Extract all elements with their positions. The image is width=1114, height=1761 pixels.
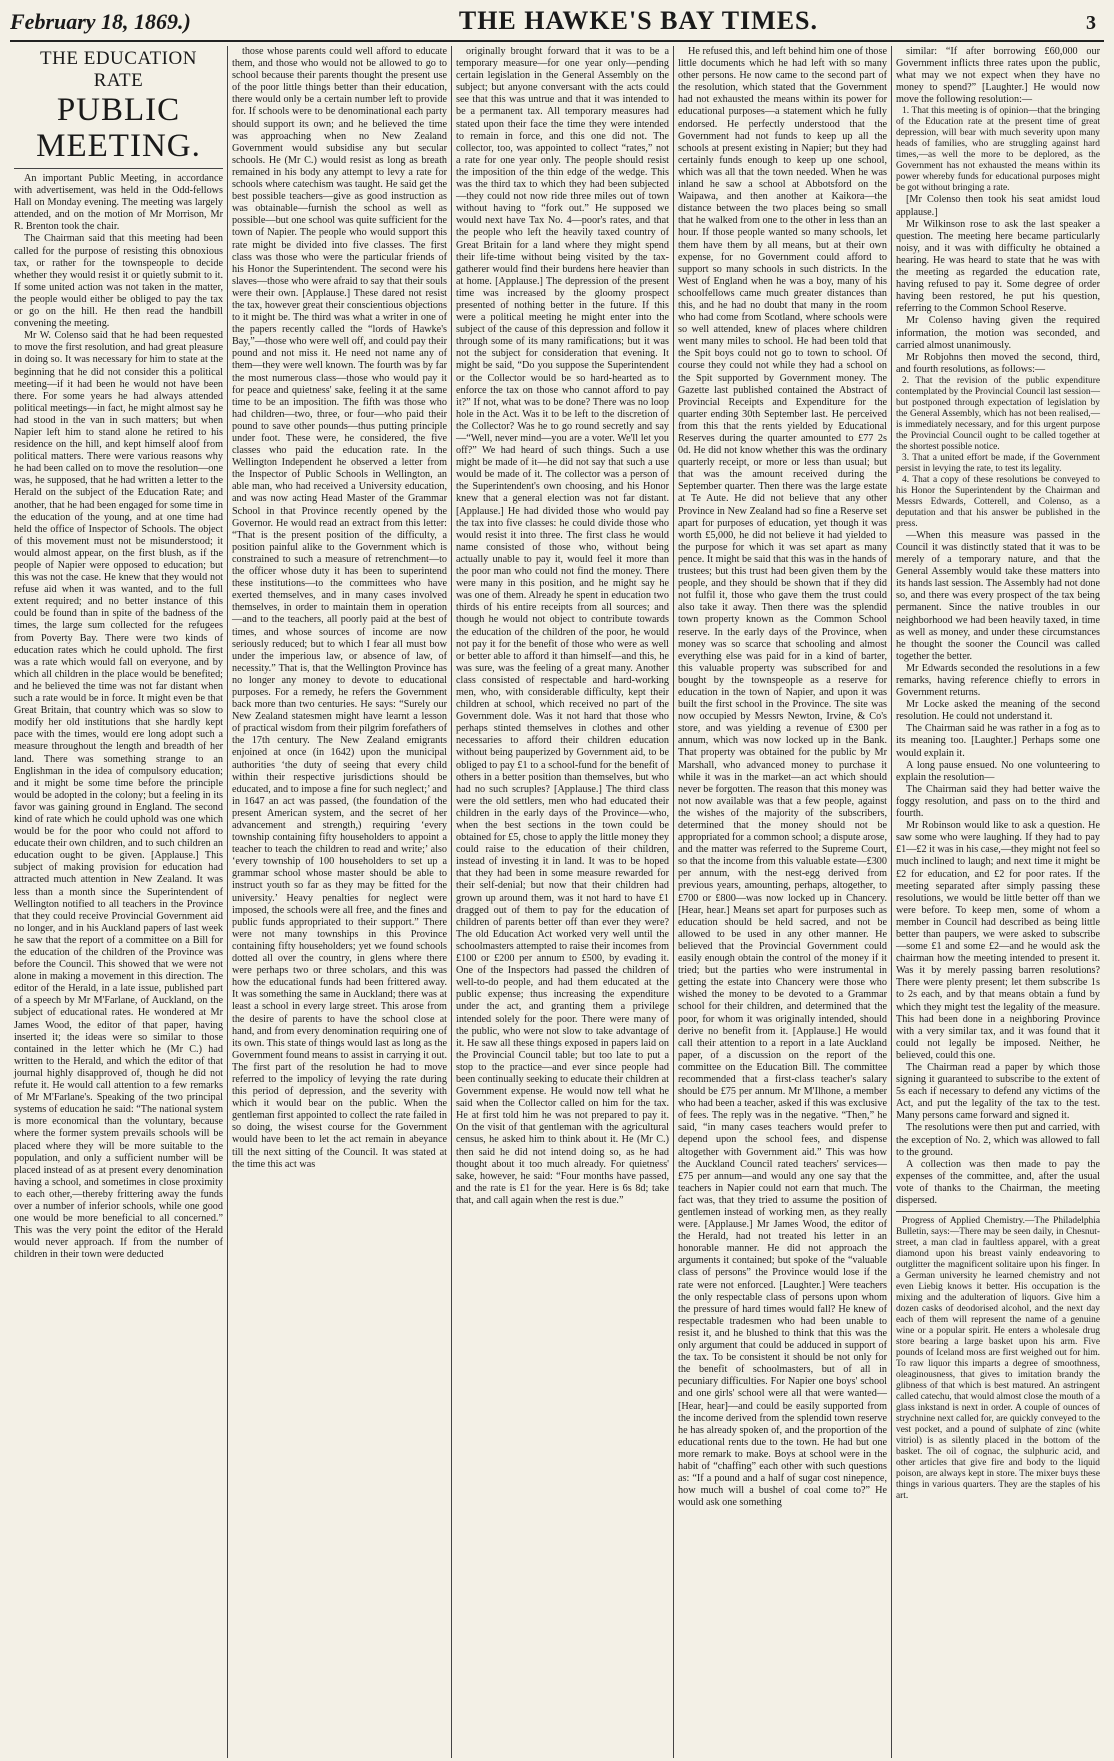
paragraph: those whose parents could well afford to educate them, and those who would not be allowed to go to school because their parents thought the present use of the poor little things better than their education, there would only be a certain number left to provide for. If schools were to be denominational each party should support its own; and he believed the time was approaching when no New Zealand Government would subsidise any but secular schools. He (Mr C.) would resist as long as breath remained in his body any attempt to levy a rate for schools where catechism was taught. He said get the best possible teachers—give as good instruction as was obtainable—furnish the school as well as possible—but one school was quite sufficient for the town of Napier. The people who would support this rate might be divided into five classes. The first class was those who were the particular friends of his Honor the Superintendent. The second were his slaves—those who were afraid to say that their souls were their own. [Applause.] These dared not resist the tax, however great their conscientious objections to it might be. The third was what a writer in one of the papers recently called the “lords of Hawke's Bay,”—those who were well off, and could pay their pound and not miss it. He need not name any of them—they were well known. The fourth was by far the most numerous class—those who would pay it for peace and quietness' sake, feeling it at the same time to be an imposition. The fifth was those who had children—two, three, or four—who paid their pound to save other pounds—thus putting principle under foot. These were, he considered, the five classes who paid the education rate. In the Wellington Independent he observed a letter from the Inspector of Public Schools in Wellington, an able man, who had received a University education, and was now acting Head Master of the Grammar School in that Province recently opened by the Governor. He would read an extract from this letter: “That is the present position of the difficulty, a position painful alike to the Government which is constrained to such a measure of retrenchment—to the officer whose duty it has been to superintend these institutions—to the committees who have exerted themselves, and in many cases involved themselves, in order to maintain them in operation—and to the teachers, all poorly paid at the best of times, and whose sources of income are now seriously reduced; but to which I fear all must bow under the imperious law, or absence of law, of necessity.” That is, that the Wellington Province has no longer any money to devote to educational purposes. For a remedy, he refers the Government back more than two centuries. He says: “Surely our New Zealand statesmen might have learnt a lesson of practical wisdom from their pilgrim forefathers of the 17th century. The New Zealand emigrants enjoined at once (in 1642) upon the municipal authorities ‘the duty of seeing that every child within their respective jurisdictions should be educated, and to impose a fine for such neglect;’ and in 1647 an act was passed, (the foundation of the present American system, and the secret of her advancement and strength,) requiring ‘every township containing fifty householders to appoint a teacher to teach the children to read and write;’ also ‘every township of 100 householders to set up a grammar school whose master should be able to instruct youth so far as they may be fitted for the university.’ Heavy penalties for neglect were imposed, the schools were all free, and the fines and public funds appropriated to their support.” There were not many townships in this Province containing fifty householders; yet we found schools dotted all over the country, in glens where there were perhaps two or three scholars, and this was how the educational funds had been frittered away. It was something the same in Auckland; there was at least a school in every large street. This arose from the desire of parents to have the school close at hand, and from every denomination requiring one of its own. This state of things would last as long as the Government found means to assist in carrying it out. The first part of the resolution he had to move referred to the impolicy of levying the rate during this period of depression, and the severity with which it would bear on the public. When the gentleman first appointed to collect the rate failed in so doing, the wisest course for the Government would have been to let the act remain in abeyance till the next sitting of the Council. It was stated at the time this act was bbox=[232, 46, 447, 1170]
paragraph: Mr Locke asked the meaning of the second resolution. He could not understand it. bbox=[896, 699, 1100, 723]
paragraph: 1. That this meeting is of opinion—that the bringing of the Education rate at the present time of great depression, will bear with much severity upon many heads of families, who are struggling against hard times,—as well the more to be deplored, as the Government has not exhausted the means within its power whereby funds for educational purposes might be got without bringing a rate. bbox=[896, 106, 1100, 194]
column-3-text bbox=[456, 46, 669, 1207]
paragraph: 4. That a copy of these resolutions be conveyed to his Honor the Superintendent by the Chairman and Messrs Edwards, Cotterell, and Colenso, as a deputation and that his answer be published in the press. bbox=[896, 474, 1100, 529]
paragraph: He refused this, and left behind him one of those little documents which he had left with so many other persons. He now came to the second part of the resolution, which stated that the Government had not exhausted the means within its power for educational purposes—a statement which he fully endorsed. He perfectly understood that the Government had not funds to keep up all the schools at present existing in Napier; but they had certainly funds enough to keep up one school, which was all that the town needed. When he was inland he saw a school at Abbotsford on the Waipawa, and then another at Kaikora—the distance between the two places being so small that he walked from one to the other in less than an hour. If those people wanted so many schools, let them have them by all means, but at their own expense, for no Government could afford to support so many schools in such districts. In the West of England when he was a boy, many of his schoolfellows came much greater distances than this, and he had no doubt that many in the room who had come from Scotland, where schools were so well attended, knew of places where children went many miles to school. He had been told that the Spit boys could not go to town to school. Of course they could not while they had a school on the Spit supported by Government money. The Gazette last published contained the Abstract of Provincial Receipts and Expenditure for the quarter ending 30th September last. He perceived from this that the rents yielded by Educational Reserves during the quarter amounted to £77 2s 0d. He did not know whether this was the ordinary quarterly receipt, or more or less than usual; but that was the amount received during the September quarter. Then there was the large estate at Te Aute. He did not believe that any other Province in New Zealand had so fine a Reserve set apart for purposes of education, yet though it was worth £5,000, he did not believe it had yielded to the purpose for which it was set apart as many pence. It might be said that this was in the hands of trustees; but this trust had been given them by the people, and they should be shown that if they did not fulfil it, those who gave them the trust could also take it away. Then there was the splendid town property known as the Common School reserve. In the early days of the Province, when money was so scarce that schooling and almost everything else was paid for in a kind of barter, this valuable property was subscribed for and bought by the townspeople as a reserve for education in the town of Napier, and upon it was built the first school in the Province. The site was now occupied by Messrs Newton, Irvine, & Co's store, and was yielding a revenue of £300 per annum, which was now locked up in the Bank. That property was obtained for the public by Mr Marshall, who advanced money to purchase it while it was in the market—an act which should never be forgotten. The reason that this money was not now available was that a few people, against the wishes of the majority of the subscribers, determined that the money should not be appropriated for a common school; a dispute arose, and the matter was referred to the Supreme Court, so that the income from this valuable estate—£300 per annum, with the nest-egg derived from previous years, amounting, perhaps, altogether, to £700 or £800—was now locked up in Chancery. [Hear, hear.] Means set apart for purposes such as education should be held sacred, and not be allowed to be used in any other manner. He believed that the Provincial Government could easily enough obtain the control of the money if it tried; but the parties who were instrumental in getting the estate into Chancery were those who wished the money to be devoted to a Grammar school for their children, and determined that the poor, for whom it was originally intended, should derive no benefit from it. [Applause.] He would call their attention to a report in a late Auckland paper, of a discussion on the report of the committee on the Education Bill. The committee recommended that a first-class teacher's salary should be £75 per annum. Mr M'Ilhone, a member who had been a teacher, asked if this was exclusive of fees. The reply was in the negative. “Then,” he said, “in many cases teachers would prefer to depend upon the school fees, and dispense altogether with Government aid.” This was how the Auckland Council rated teachers' services—£75 per annum—and would any one say that the teachers in Napier could not earn that much. The fact was, that they tried to assume the position of gentlemen instead of working men, as they really were. [Applause.] Mr James Wood, the editor of the Herald, had not treated his letter in an honorable manner. He did not approach the arguments it contained; but spoke of the “valuable class of persons” the Province would lose if the rate were not enforced. [Laughter.] Were teachers the only respectable class of persons upon whom the pressure of hard times would fall? He knew of respectable tradesmen who had been unable to resist it, and he blushed to think that this was the only argument that could be adduced in support of the tax. To be consistent it should be not only for the benefit of schoolmasters, but of all in pecuniary difficulties. For Napier one boys' school and one girls' school were all that were wanted—[Hear, hear]—and could be easily supported from the income derived from the splendid town reserve he has already spoken of, and the proportion of the educational rents due to the town. He had but one more remark to make. Boys at school were in the habit of “chaffing” each other with such questions as: “If a pound and a half of sugar cost ninepence, how much will a bushel of coal come to?” He would ask one something bbox=[678, 46, 887, 1509]
page-number: 3 bbox=[1085, 12, 1096, 34]
paragraph: originally brought forward that it was to be a temporary measure—for one year only—pending certain legislation in the General Assembly on the subject; but anyone conversant with the acts could see that this was untrue and that it was intended to be a permanent tax. All temporary measures had stated upon their face the time they were intended to remain in force, and this one did not. The collector, too, was appointed to collect “rates,” not a rate for one year only. The people should resist the imposition of the thin edge of the wedge. This was the third tax to which they had been subjected—they could not now ride three miles out of town without having to “fork out.” He supposed we would next have Tax No. 4—poor's rates, and that the people who left the heavily taxed country of Great Britain for a land where they might spend their life-time without being visited by the tax-gatherer would find their burdens here heavier than at home. [Applause.] The depression of the present time was increased by the gloomy prospect presented of nothing better in the future. If this were a political meeting he might enter into the subject of the cause of this depression and follow it through some of its many ramifications; but it was not the subject for consideration that evening. It might be said, “Do you suppose the Superintendent or the Collector would be so hard-hearted as to enforce the tax on those who cannot afford to pay it?” If not, what was to be done? There was no loop hole in the Act. Was it to be left to the discretion of the Collector? Was he to go round secretly and say—“Well, never mind—you are a voter. We'll let you off?” We had heard of such things. Such a use might be made of it—he did not say that such a use would be made of it. The collector was a person of the Superintendent's own choosing, and his Honor knew that a general election was not far distant. [Applause.] He had divided those who would pay the tax into five classes: he could divide those who would resist it into three. The first class he would name consisted of those who, without being actually unable to pay it, would feel it more than the poor man who could not find the money. There were many in this position, and he might say he was one of them. Already he spent in education two thirds of his entire receipts from all sources; and though he would not object to contribute towards the education of the children of the poor, he would not pay it for the benefit of those who were as well or better able to afford it than himself—and this, he was sure, was the feeling of a great many. Another class consisted of respectable and hard-working men, who, with considerable difficulty, kept their children at school, which received no part of the Government dole. Was it not hard that those who perhaps stinted themselves in clothes and other necessaries to afford their children education without being pauperized by Government aid, to be obliged to pay £1 to a school-fund for the benefit of others in a better position than themselves, but who had no such scruples? [Applause.] The third class were the old settlers, men who had educated their children in the early days of the Province—who, when the best sections in the town could be obtained for £5, chose to apply the little money they could raise to the education of their children, instead of investing it in land. It was to be hoped that they had been in some measure rewarded for their self-denial; but now that their children had grown up around them, was it not hard to have £1 dragged out of them to pay for the education of children of parents better off than ever they were? The old Education Act worked very well until the schoolmasters attempted to raise their incomes from £100 or £200 per annum to £500, by evading it. One of the Inspectors had passed the children of well-to-do people, and had them educated at the public expense; thus increasing the expenditure under the act, and granting them a privilege intended solely for the poor. There were many of the public, who were not slow to take advantage of it. He saw all these things exposed in papers laid on the Provincial Council table; but too late to put a stop to the practice—and ever since people had been continually seeking to educate their children at Government expense. He would now tell what he said when the Collector called on him for the tax. He at first told him he was not prepared to pay it. On the visit of that gentleman with the agricultural census, he asked him to think about it. He (Mr C.) then said he did not intend doing so, as he had thought about it too much already. For quietness' sake, however, he said: “Four months have passed, and the rate is £1 for the year. Here is 6s 8d; take that, and call again when the rest is due.” bbox=[456, 46, 669, 1206]
paragraph: Mr Robinson would like to ask a question. He saw some who were laughing. If they had to pay £1—£2 it was in his case,—they might not feel so much inclined to laugh; and next time it might be £2 for education, and £2 for poor rates. If the meeting separated after simply passing these resolutions, we would be little better off than we were before. To keep men, some of whom a member in Council had described as being little better than paupers, we were asked to subscribe—some £1 and some £2—and he would ask the chairman how the meeting intended to present it. Was it by merely passing barren resolutions? There were plenty present; let them subscribe 1s to 2s each, and by that means obtain a fund by which they might test the legality of the measure. This had been done in a neighboring Province with a very similar tax, and it was found that it could not legally be imposed. Neither, he believed, could this one. bbox=[896, 820, 1100, 1061]
paragraph: The Chairman said he was rather in a fog as to its meaning too. [Laughter.] Perhaps some one would explain it. bbox=[896, 723, 1100, 759]
paragraph: A collection was then made to pay the expenses of the committee, and, after the usual vote of thanks to the Chairman, the meeting dispersed. bbox=[896, 1158, 1100, 1207]
issue-date: February 18, 1869.) bbox=[10, 9, 191, 34]
article-columns bbox=[10, 46, 1104, 1758]
column-3 bbox=[452, 46, 674, 1758]
paragraph: similar: “If after borrowing £60,000 our Government inflicts three rates upon the public, what may we not expect when they have no money to spend?” [Laughter.] He would now move the following resolution:— bbox=[896, 46, 1100, 106]
masthead bbox=[10, 6, 1104, 42]
paragraph: Mr Colenso having given the required information, the motion was seconded, and carried almost unanimously. bbox=[896, 315, 1100, 351]
paragraph: An important Public Meeting, in accordance with advertisement, was held in the Odd-fellows Hall on Monday evening. The meeting was largely attended, and on the motion of Mr Morrison, Mr R. Brenton took the chair. bbox=[14, 173, 223, 233]
second-article-text: Progress of Applied Chemistry.—The Philadelphia Bulletin, says:—There may be seen daily, in Chesnut-street, a man clad in faultless apparel, with a great diamond upon his breast vainly endeavoring to outglitter the magnificent solitaire upon his finger. In a German university he learned chemistry and not even Liebig knows it better. His occupation is the mixing and the adulteration of liquors. Give him a dozen casks of deodorised alcohol, and the next day each of them will represent the name of a genuine wine or a popular spirit. He enters a wholesale drug store bearing a large basket upon his arm. Five pounds of Iceland moss are first weighed out for him. To raw liquor this imparts a degree of smoothness, oleaginousness, that gives to imitation brandy the glibness of that which is best matured. An astringent called catechu, that would almost close the mouth of a glass inkstand is next in order. A couple of ounces of strychnine next called for, are quickly conveyed to the vest pocket, and a pound of sulphate of zinc (white vitriol) is as silently placed in the bottom of the basket. The oil of cognac, the sulphuric acid, and other articles that give fire and body to the liquid poison, are always kept in store. The mixer buys these things in various quarters. They are the staples of his art. bbox=[896, 1216, 1100, 1502]
column-4 bbox=[674, 46, 892, 1758]
article-headline: THE EDUCATION RATE bbox=[40, 48, 197, 91]
paragraph: Mr Edwards seconded the resolutions in a few remarks, having reference chiefly to errors in Government returns. bbox=[896, 662, 1100, 699]
paragraph: Mr W. Colenso said that he had been requested to move the first resolution, and had great pleasure in doing so. It was necessary for him to state at the beginning that he did not consider this a political meeting—if it had been he would not have been there. For some years he had always attended political meetings—in fact, he might almost say he had stood in the van in such matters; but when Napier left him to stand alone he retired to his residence on the hill, and kept himself aloof from political matters. There were various reasons why he had been called on to move the resolution—one was, he supposed, that he had written a letter to the Herald on the subject of the Education Rate; and another, that he had been engaged for some time in the education of the young, and at one time had held the office of Inspector of Schools. The object of this movement must not be misunderstood; it would almost appear, on the first blush, as if the people of Napier were opposed to education; but this was not the case. He knew that they would not refuse aid when it was wanted, and to the full extent required; and no better instance of this could be found than in spite of the badness of the times, the large sum collected for the refugees from Poverty Bay. There were two kinds of education rates which he could uphold. The first was a rate which would fall on everyone, and by which all children in the place would be benefited; and he believed the time was not far distant when such a rate would be in force. It might even be that Great Britain, that country which was so slow to modify her old institutions that she hardly kept pace with the times, would ere long adopt such a measure throughout the length and breadth of her land. There was something strange to an Englishman in the idea of compulsory education; and it might be some time before the principle would be adopted in the colony; but a feeling in its favor was gaining ground in England. The second kind of rate which he could uphold was one which would be for the poor who could not afford to educate their own children, and to such children an education ought to be given. [Applause.] This subject of making provision for education had attracted much attention in New Zealand. It was less than a month since the Superintendent of Wellington notified to all teachers in the Province that they could receive Provincial Government aid no longer, and in his Auckland papers of last week he saw that the report of a committee on a Bill for the education of the children of the Province was before the Council. This showed that we were not alone in making a movement in this direction. The editor of the Herald, in a late issue, published part of a speech by Mr M'Farlane, of Auckland, on the subject of educational rates. He wondered at Mr James Wood, the editor of that paper, having inserted it; the ideas were so similar to those contained in the letter which he (Mr C.) had written to the Herald, and which the editor of that journal highly disapproved of, though he did not refute it. He would call attention to a few remarks of Mr M'Farlane's. Speaking of the two principal systems of education he said: “The national system is more economical than the voluntary, because where the former system prevails schools will be placed where they will be more suitable to the population, and only a sufficient number will be placed instead of as at present every denomination having a school, and sometimes in close proximity to each other,—thereby frittering away the funds over a number of inferior schools, while one good one would be more beneficial to all concerned.” This was the very point the editor of the Herald would never approach. If from the number of children in their town were deducted bbox=[14, 330, 223, 1261]
article-subheadline: PUBLIC MEETING. bbox=[36, 92, 201, 164]
paragraph: —When this measure was passed in the Council it was distinctly stated that it was to be merely of a temporary nature, and that the General Assembly would take these matters into its hands last session. The Assembly had not done so, and there was every prospect of the tax being permanent. Since the native troubles in our neighborhood we had been heavily taxed, in time as well as money, and under these circumstances he thought the sooner the Council was called together the better. bbox=[896, 529, 1100, 662]
newspaper-title: THE HAWKE'S BAY TIMES. bbox=[458, 6, 819, 35]
column-2 bbox=[228, 46, 452, 1758]
paragraph: Mr Wilkinson rose to ask the last speaker a question. The meeting here became particularly noisy, and it was with difficulty he obtained a hearing. He was heard to state that he was with the meeting as regarded the education rate, having refused to pay it. Some degree of order having been restored, he put his question, referring to the Common School Reserve. bbox=[896, 218, 1100, 315]
paragraph: Mr Robjohns then moved the second, third, and fourth resolutions, as follows:— bbox=[896, 351, 1100, 375]
paragraph: 2. That the revision of the public expenditure contemplated by the Provincial Council last session—but postponed through expectation of legislation by the General Assembly, which has not been realised,—is immediately necessary, and for this urgent purpose the Provincial Council ought to be called together at the shortest possible notice. bbox=[896, 375, 1100, 452]
paragraph: The resolutions were then put and carried, with the exception of No. 2, which was allowed to fall to the ground. bbox=[896, 1122, 1100, 1158]
column-4-text bbox=[678, 46, 887, 1509]
column-5 bbox=[892, 46, 1104, 1758]
column-5-text bbox=[896, 46, 1100, 1207]
paragraph: [Mr Colenso then took his seat amidst loud applause.] bbox=[896, 194, 1100, 218]
column-2-text bbox=[232, 46, 447, 1171]
column-1 bbox=[10, 46, 228, 1758]
paragraph: The Chairman read a paper by which those signing it guaranteed to subscribe to the extent of 5s each if necessary to defend any victims of the Act, and put the legality of the tax to the test. Many persons came forward and signed it. bbox=[896, 1062, 1100, 1122]
column-1-text bbox=[14, 173, 223, 1261]
paragraph: A long pause ensued. No one volunteering to explain the resolution— bbox=[896, 759, 1100, 783]
paragraph: The Chairman said that this meeting had been called for the purpose of resisting this obnoxious tax, or rather for the townspeople to decide whether they would resist it or quietly submit to it. If some united action was not taken in the matter, the people would either be obliged to pay the tax or go on the hill. He then read the handbill convening the meeting. bbox=[14, 233, 223, 330]
paragraph: 3. That a united effort be made, if the Government persist in levying the rate, to test its legality. bbox=[896, 452, 1100, 474]
paragraph: The Chairman said they had better waive the foggy resolution, and pass on to the third and fourth. bbox=[896, 783, 1100, 820]
